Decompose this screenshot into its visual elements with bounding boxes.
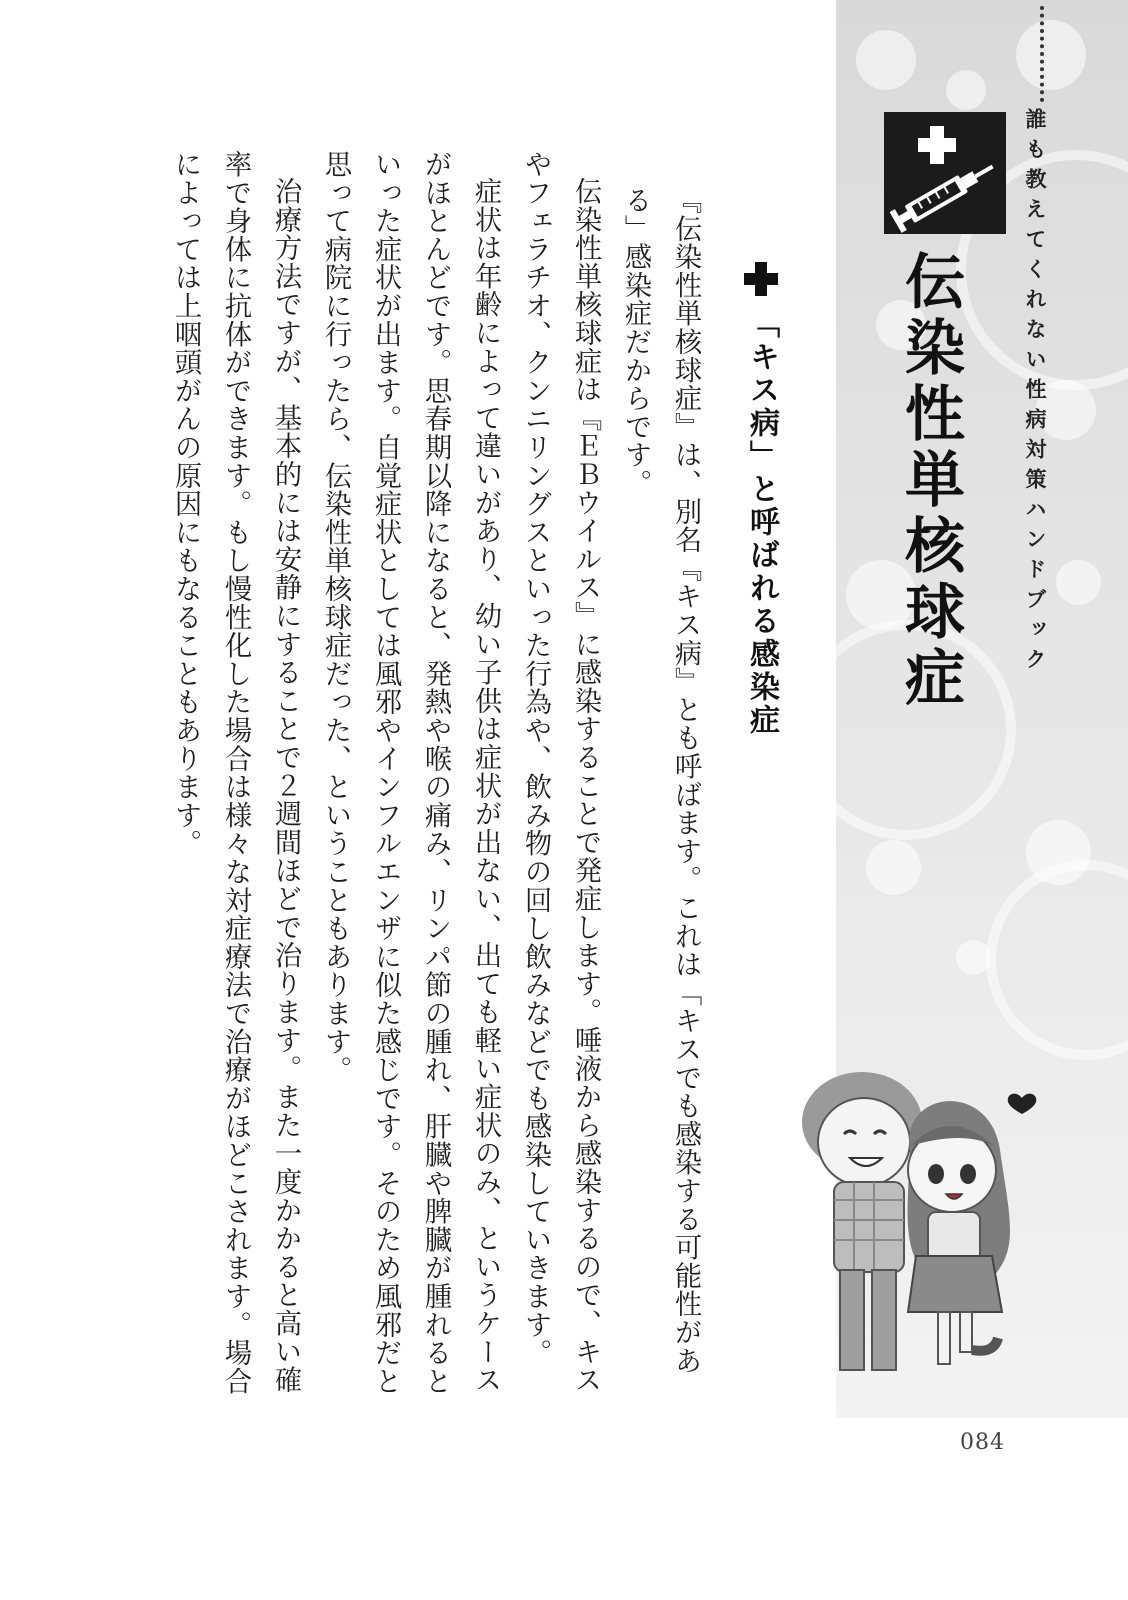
chapter-title: 伝染性単核球症 xyxy=(895,250,965,712)
paragraph: 症状は年齢によって違いがあり、幼い子供は症状が出ない、出ても軽い症状のみ、というケースがほとんどです。思春期以降になると、発熱や喉の痛み、リンパ節の腫れ、肝臓や脾臓が腫れるといった症状が出ます。自覚症状としては風邪やインフルエンザに似た感じです。そのため風邪だと思って病院に行ったら、伝染性単核球症だった、ということもあります。 xyxy=(320,150,501,1396)
paragraph: 伝染性単核球症は『ＥＢウイルス』に感染することで発症します。唾液から感染するので、キスやフェラチオ、クンニリングスといった行為や、飲み物の回し飲みなどでも感染していきます。 xyxy=(520,150,601,1395)
running-title: 誰も教えてくれない性病対策ハンドブック xyxy=(1023,108,1047,678)
section-heading xyxy=(744,262,778,737)
dotted-leader-line xyxy=(1040,6,1044,102)
section-heading-text: 「キス病」と呼ばれる感染症 xyxy=(744,308,779,737)
page-number: 084 xyxy=(960,1430,1005,1455)
paragraph: 治療方法ですが、基本的には安静にすることで２週間ほどで治ります。また一度かかると高い確率で身体に抗体ができます。もし慢性化した場合は様々な対症療法で治療がほどこされます。場合によっては上咽頭がんの原因にもなることもあります。 xyxy=(170,150,301,1396)
couple-illustration xyxy=(790,1050,1040,1380)
body-text xyxy=(150,150,710,1410)
paragraph: 『伝染性単核球症』は、別名『キス病』とも呼ばます。これは「キスでも感染する可能性がある」感染症だからです。 xyxy=(620,186,701,1375)
medical-bag-syringe-icon xyxy=(884,112,1006,234)
cross-icon xyxy=(744,262,778,296)
